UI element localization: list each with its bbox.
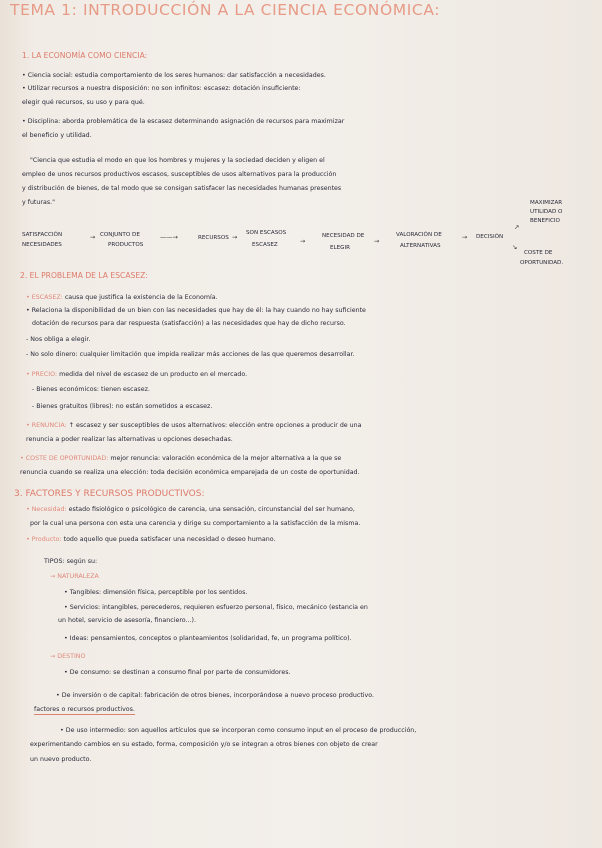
s3-text: estado fisiológico o psicológico de carencia, una sensación, circunstancial del ser humano, (66, 506, 355, 513)
s3-line: por la cual una persona con esta una carencia y dirige su comportamiento a la satisfacción de la misma. (30, 520, 361, 527)
flow-node-son-escasos: SON ESCASOS (246, 230, 287, 236)
s2-text: mejor renuncia: valoración económica de la mejor alternativa a la que se (108, 455, 342, 462)
flow-node-valoracion: VALORACIÓN DE (396, 232, 442, 238)
flow-node-productos: PRODUCTOS (108, 242, 144, 248)
s1-quote: y distribución de bienes, de tal modo que se consigan satisfacer las necesidades humanas presentes (22, 185, 342, 192)
s3-line (26, 536, 275, 544)
arrow-icon: → (232, 234, 238, 241)
arrow-icon: ——→ (160, 234, 178, 241)
s2-line: renuncia cuando se realiza una elección: toda decisión económica emparejada de un coste de oportunidad. (20, 469, 360, 476)
s2-line (20, 455, 341, 463)
s2-line (26, 371, 247, 379)
flow-node-utilidad: UTILIDAD O (530, 209, 563, 215)
term-renuncia: • RENUNCIA: (26, 422, 67, 429)
s2-text: ↑ escasez y ser susceptibles de usos alternativos: elección entre opciones a producir de una (66, 422, 362, 429)
s3-line: • Servicios: intangibles, perecederos, requieren esfuerzo personal, físico, mecánico (estancia en (64, 604, 368, 611)
term-coste-oportunidad: • COSTE DE OPORTUNIDAD: (20, 455, 109, 462)
flow-node-conjunto: CONJUNTO DE (100, 232, 140, 238)
s1-line: • Ciencia social: estudia comportamiento de los seres humanos: dar satisfacción a necesidades. (22, 72, 326, 79)
section-3-heading: 3. FACTORES Y RECURSOS PRODUCTIVOS: (14, 489, 205, 499)
s3-naturaleza: → NATURALEZA (50, 573, 99, 580)
s3-line: • Tangibles: dimensión física, perceptible por los sentidos. (64, 589, 248, 596)
arrow-down-icon: ↘ (512, 244, 518, 251)
s2-line: dotación de recursos para dar respuesta (satisfacción) a las necesidades que hay de dicho recurso. (32, 320, 346, 327)
s1-line: el beneficio y utilidad. (22, 132, 92, 139)
s3-line: • De inversión o de capital: fabricación de otros bienes, incorporándose a nuevo proceso productivo. (56, 692, 375, 699)
s3-tipos: TIPOS: según su: (44, 558, 98, 565)
term-producto: • Producto: (26, 536, 62, 543)
s3-destino: → DESTINO (50, 653, 86, 660)
flow-node-decision: DECISIÓN (476, 234, 504, 240)
s2-line: - Bienes económicos: tienen escasez. (32, 386, 150, 393)
flow-node-maximizar: MAXIMIZAR (530, 200, 563, 206)
arrow-up-icon: ↗ (514, 224, 520, 231)
arrow-icon: → (462, 234, 468, 241)
flow-node-recursos: RECURSOS (198, 235, 229, 241)
s3-line: • De uso intermedio: son aquellos artículos que se incorporan como consumo input en el proceso de producción, (60, 727, 417, 734)
section-1-heading: 1. LA ECONOMÍA COMO CIENCIA: (22, 51, 148, 60)
flow-node-elegir: ELEGIR (330, 245, 351, 251)
flow-node-escasez: ESCASEZ (252, 242, 278, 248)
s3-line: • Ideas: pensamientos, conceptos o planteamientos (solidaridad, fe, un programa político). (64, 635, 352, 642)
s3-line (26, 506, 355, 514)
term-precio: • PRECIO: (26, 371, 58, 378)
s3-line: un hotel, servicio de asesoría, financiero...). (58, 617, 196, 624)
s2-text: causa que justifica la existencia de la Economía. (62, 294, 218, 301)
s2-line: - Nos obliga a elegir. (26, 336, 91, 343)
page-title: TEMA 1: INTRODUCCIÓN A LA CIENCIA ECONÓMICA: (10, 1, 441, 19)
flow-node-beneficio: BENEFICIO (530, 218, 560, 224)
section-2-heading: 2. EL PROBLEMA DE LA ESCASEZ: (20, 271, 148, 280)
term-escasez: • ESCASEZ: (26, 294, 63, 301)
s1-line: • Utilizar recursos a nuestra disposición: no son infinitos: escasez: dotación insuficiente: (22, 85, 301, 92)
s2-line (26, 422, 362, 430)
s1-line: elegir qué recursos, su uso y para qué. (22, 99, 145, 106)
s2-line: - No solo dinero: cualquier limitación que impida realizar más acciones de las que queremos desarrollar. (26, 351, 355, 358)
s3-line: un nuevo producto. (30, 756, 92, 763)
s3-text: todo aquello que pueda satisfacer una necesidad o deseo humano. (61, 536, 276, 543)
s1-quote: y futuras." (22, 199, 56, 206)
s2-text: medida del nivel de escasez de un producto en el mercado. (57, 371, 248, 378)
arrow-icon: → (300, 238, 306, 245)
s1-quote: empleo de unos recursos productivos escasos, susceptibles de usos alternativos para la producción (22, 171, 337, 178)
flow-node-coste: COSTE DE (524, 250, 553, 256)
s2-line: - Bienes gratuitos (libres): no están sometidos a escasez. (32, 403, 213, 410)
flow-node-satisfaccion: SATISFACCIÓN (22, 232, 63, 238)
flow-node-necesidades: NECESIDADES (22, 242, 62, 248)
s3-line: experimentando cambios en su estado, forma, composición y/o se integran a otros bienes con objeto de crear (30, 741, 378, 748)
s1-quote: "Ciencia que estudia el modo en que los hombres y mujeres y la sociedad deciden y eligen el (30, 157, 325, 164)
flow-node-alternativas: ALTERNATIVAS (400, 243, 441, 249)
s1-line: • Disciplina: aborda problemática de la escasez determinando asignación de recursos para maximizar (22, 118, 345, 125)
flow-node-oportunidad: OPORTUNIDAD. (520, 260, 564, 266)
s3-line: • De consumo: se destinan a consumo final por parte de consumidores. (64, 669, 291, 676)
s3-factores-note: factores o recursos productivos. (34, 706, 135, 713)
arrow-icon: → (374, 238, 380, 245)
term-necesidad: • Necesidad: (26, 506, 67, 513)
arrow-icon: → (90, 234, 96, 241)
s2-line: • Relaciona la disponibilidad de un bien con las necesidades que hay de él: la hay cuando no hay suficiente (26, 307, 366, 314)
s2-line (26, 294, 218, 302)
s2-line: renuncia a poder realizar las alternativas u opciones desechadas. (26, 436, 233, 443)
flow-node-necesidad-elegir: NECESIDAD DE (322, 233, 365, 239)
